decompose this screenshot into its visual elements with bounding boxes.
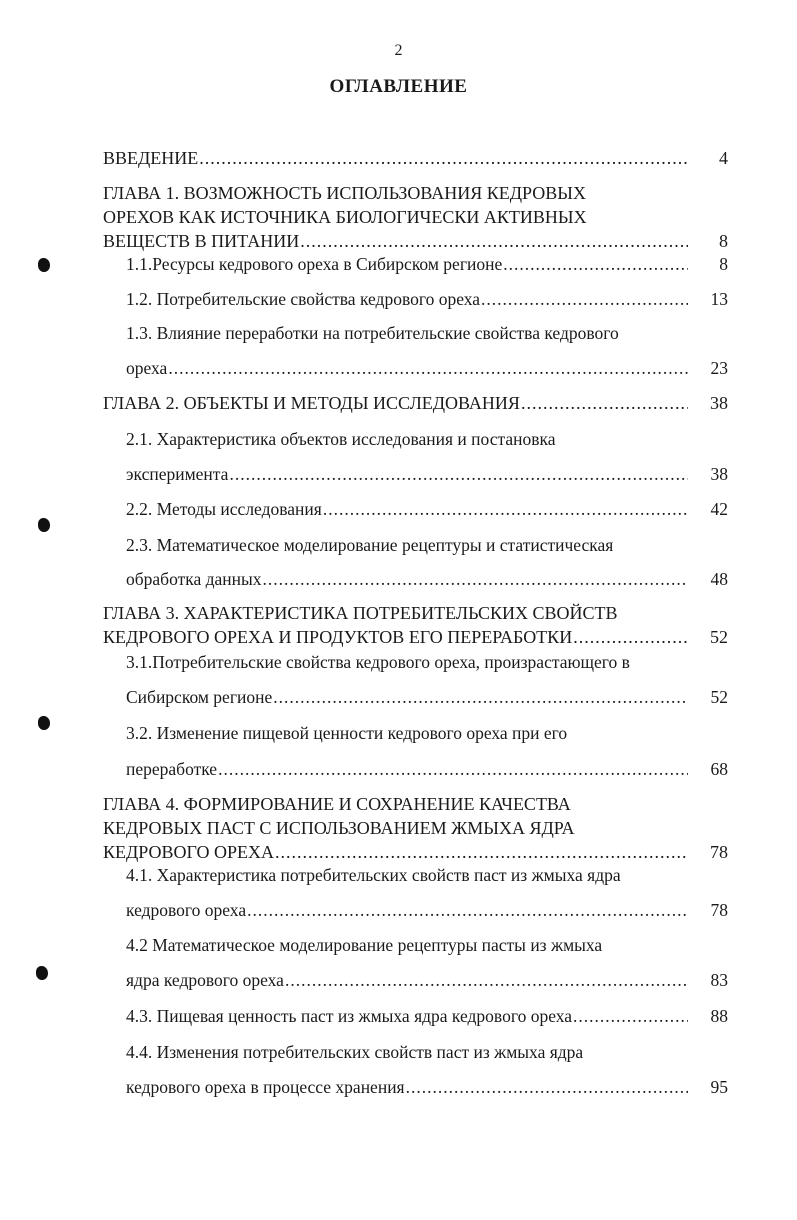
toc-entry-section-1-1[interactable] bbox=[126, 252, 728, 276]
toc-entry-text: 1.1.Ресурсы кедрового ореха в Сибирском регионе bbox=[126, 254, 503, 274]
toc-entry-section-3-2[interactable] bbox=[126, 721, 728, 745]
toc-page-number: 78 bbox=[710, 900, 728, 920]
toc-page-number: 42 bbox=[710, 499, 728, 519]
toc-entry-text: ореха bbox=[126, 358, 168, 378]
toc-page-number: 38 bbox=[710, 393, 728, 413]
toc-entry-chapter-2[interactable] bbox=[103, 391, 728, 415]
toc-entry-text: переработке bbox=[126, 759, 218, 779]
dot-leader bbox=[481, 287, 688, 311]
toc-entry-section-1-3[interactable] bbox=[126, 321, 728, 345]
toc-entry-text: ГЛАВА 2. ОБЪЕКТЫ И МЕТОДЫ ИССЛЕДОВАНИЯ bbox=[103, 393, 520, 413]
toc-entry-section-2-2[interactable] bbox=[126, 497, 728, 521]
toc-entry-text: ОРЕХОВ КАК ИСТОЧНИКА БИОЛОГИЧЕСКИ АКТИВНЫХ bbox=[103, 207, 587, 227]
toc-entry-section-4-2[interactable] bbox=[126, 933, 728, 957]
dot-leader bbox=[229, 462, 688, 486]
toc-entry-introduction[interactable] bbox=[103, 146, 728, 170]
toc-entry-section-2-3[interactable] bbox=[126, 567, 728, 591]
toc-entry-text: КЕДРОВОГО ОРЕХА И ПРОДУКТОВ ЕГО ПЕРЕРАБОТКИ bbox=[103, 627, 573, 647]
page-number: 2 bbox=[394, 42, 403, 59]
toc-entry-text: ВВЕДЕНИЕ bbox=[103, 148, 199, 168]
toc-page-number: 38 bbox=[710, 464, 728, 484]
toc-entry-text: 4.1. Характеристика потребительских свойств паст из жмыха ядра bbox=[126, 865, 621, 885]
dot-leader bbox=[273, 685, 688, 709]
toc-entry-chapter-3[interactable] bbox=[103, 601, 728, 625]
toc-entry-text: 3.1.Потребительские свойства кедрового ореха, произрастающего в bbox=[126, 652, 630, 672]
scan-speck bbox=[38, 518, 50, 532]
toc-entry-chapter-4[interactable] bbox=[103, 792, 728, 816]
scan-speck bbox=[36, 966, 48, 980]
dot-leader bbox=[521, 391, 688, 415]
toc-page-number: 48 bbox=[710, 569, 728, 589]
toc-entry-text: 4.4. Изменения потребительских свойств паст из жмыха ядра bbox=[126, 1042, 584, 1062]
toc-entry-text: обработка данных bbox=[126, 569, 262, 589]
dot-leader bbox=[503, 252, 688, 276]
toc-entry-text: 4.3. Пищевая ценность паст из жмыха ядра кедрового ореха bbox=[126, 1006, 573, 1026]
toc-entry-chapter-1[interactable] bbox=[103, 181, 728, 205]
toc-page-number: 13 bbox=[710, 289, 728, 309]
dot-leader bbox=[218, 757, 688, 781]
toc-page-number: 95 bbox=[710, 1077, 728, 1097]
toc-page-number: 68 bbox=[710, 759, 728, 779]
scan-speck bbox=[38, 716, 50, 730]
toc-entry-text: 2.2. Методы исследования bbox=[126, 499, 322, 519]
dot-leader bbox=[199, 146, 688, 170]
toc-entry-section-4-1[interactable] bbox=[126, 898, 728, 922]
toc-entry-section-4-2[interactable] bbox=[126, 968, 728, 992]
dot-leader bbox=[573, 1004, 688, 1028]
toc-page-number: 78 bbox=[710, 842, 728, 862]
dot-leader bbox=[168, 356, 688, 380]
toc-page-number: 8 bbox=[719, 231, 728, 251]
toc-page-number: 23 bbox=[710, 358, 728, 378]
toc-entry-text: 4.2 Математическое моделирование рецептуры пасты из жмыха bbox=[126, 935, 603, 955]
toc-entry-text: эксперимента bbox=[126, 464, 229, 484]
toc-entry-text: ВЕЩЕСТВ В ПИТАНИИ bbox=[103, 231, 300, 251]
toc-entry-text: ГЛАВА 1. ВОЗМОЖНОСТЬ ИСПОЛЬЗОВАНИЯ КЕДРОВЫХ bbox=[103, 183, 586, 203]
toc-entry-text: ГЛАВА 4. ФОРМИРОВАНИЕ И СОХРАНЕНИЕ КАЧЕСТВА bbox=[103, 794, 571, 814]
toc-page-number: 52 bbox=[710, 627, 728, 647]
toc-entry-chapter-3[interactable] bbox=[103, 625, 728, 649]
dot-leader bbox=[263, 567, 688, 591]
toc-entry-text: 2.1. Характеристика объектов исследования и постановка bbox=[126, 429, 556, 449]
toc-entry-text: ядра кедрового ореха bbox=[126, 970, 284, 990]
toc-entry-section-3-1[interactable] bbox=[126, 650, 728, 674]
toc-entry-section-2-1[interactable] bbox=[126, 427, 728, 451]
toc-entry-chapter-4[interactable] bbox=[103, 816, 728, 840]
toc-entry-section-1-3[interactable] bbox=[126, 356, 728, 380]
toc-entry-section-3-2[interactable] bbox=[126, 757, 728, 781]
toc-entry-chapter-4[interactable] bbox=[103, 840, 728, 864]
toc-page-number: 88 bbox=[710, 1006, 728, 1026]
toc-entry-section-2-3[interactable] bbox=[126, 533, 728, 557]
dot-leader bbox=[406, 1075, 688, 1099]
toc-entry-text: КЕДРОВОГО ОРЕХА bbox=[103, 842, 274, 862]
dot-leader bbox=[285, 968, 688, 992]
toc-entry-section-4-4[interactable] bbox=[126, 1075, 728, 1099]
toc-entry-text: 2.3. Математическое моделирование рецептуры и статистическая bbox=[126, 535, 614, 555]
toc-entry-section-2-1[interactable] bbox=[126, 462, 728, 486]
toc-page-number: 8 bbox=[719, 254, 728, 274]
dot-leader bbox=[573, 625, 688, 649]
toc-entry-text: кедрового ореха в процессе хранения bbox=[126, 1077, 405, 1097]
toc-entry-text: 1.2. Потребительские свойства кедрового ореха bbox=[126, 289, 481, 309]
toc-entry-text: 1.3. Влияние переработки на потребительские свойства кедрового bbox=[126, 323, 619, 343]
toc-entry-text: кедрового ореха bbox=[126, 900, 247, 920]
dot-leader bbox=[275, 840, 688, 864]
toc-entry-chapter-1[interactable] bbox=[103, 229, 728, 253]
toc-entry-text: Сибирском регионе bbox=[126, 687, 273, 707]
dot-leader bbox=[247, 898, 688, 922]
toc-entry-chapter-1[interactable] bbox=[103, 205, 728, 229]
toc-page-number: 52 bbox=[710, 687, 728, 707]
toc-entry-section-1-2[interactable] bbox=[126, 287, 728, 311]
toc-entry-text: ГЛАВА 3. ХАРАКТЕРИСТИКА ПОТРЕБИТЕЛЬСКИХ СВОЙСТВ bbox=[103, 603, 618, 623]
toc-entry-text: КЕДРОВЫХ ПАСТ С ИСПОЛЬЗОВАНИЕМ ЖМЫХА ЯДРА bbox=[103, 818, 575, 838]
toc-page-number: 4 bbox=[719, 148, 728, 168]
scan-speck bbox=[38, 258, 50, 272]
toc-entry-section-4-3[interactable] bbox=[126, 1004, 728, 1028]
toc-page-number: 83 bbox=[710, 970, 728, 990]
toc-entry-section-4-1[interactable] bbox=[126, 863, 728, 887]
toc-entry-text: 3.2. Изменение пищевой ценности кедрового ореха при его bbox=[126, 723, 568, 743]
toc-entry-section-4-4[interactable] bbox=[126, 1040, 728, 1064]
toc-title: ОГЛАВЛЕНИЕ bbox=[329, 76, 468, 97]
dot-leader bbox=[323, 497, 688, 521]
dot-leader bbox=[300, 229, 688, 253]
toc-entry-section-3-1[interactable] bbox=[126, 685, 728, 709]
